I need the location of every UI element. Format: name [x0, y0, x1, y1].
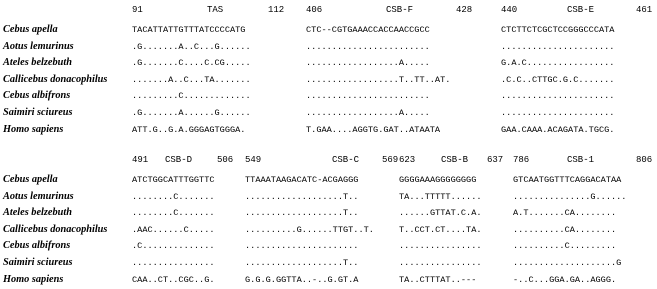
position-number: 549 — [245, 155, 262, 165]
sequence-segment: ........................ — [306, 91, 430, 102]
position-number: 786 — [513, 155, 530, 165]
sequence-segment: ...................... — [501, 41, 615, 52]
species-name: Callicebus donacophilus — [3, 73, 108, 85]
sequence-segment: ...................T.. — [245, 208, 359, 219]
species-name: Ateles belzebuth — [3, 207, 72, 219]
region-label: CSB-F — [386, 5, 414, 15]
sequence-segment: CTC--CGTGAAACCACCAACCGCC — [306, 25, 430, 35]
sequence-segment: ........................ — [306, 41, 430, 52]
species-row — [0, 40, 657, 56]
species-name: Saimiri sciureus — [3, 257, 73, 268]
sequence-segment: ATCTGGCATTTGGTTC — [132, 175, 215, 185]
sequence-segment: ATT.G..G.A.GGGAGTGGGA. — [132, 124, 246, 135]
species-row — [0, 73, 657, 89]
sequence-segment: ...................T.. — [245, 258, 359, 268]
sequence-segment: GAA.CAAA.ACAGATA.TGCG. — [501, 124, 615, 135]
sequence-segment: ..................A..... — [306, 108, 430, 118]
sequence-segment: ...................... — [245, 241, 359, 252]
sequence-segment: G.G.G.GGTTA..-..G.GT.A — [245, 274, 359, 285]
species-row — [0, 173, 657, 189]
sequence-segment: ...................... — [501, 91, 615, 102]
position-number: 428 — [456, 5, 473, 15]
species-name: Homo sapiens — [3, 273, 64, 285]
sequence-segment: ........C....... — [132, 208, 215, 219]
sequence-segment: ..........C......... — [513, 241, 617, 252]
species-name: Aotus lemurinus — [3, 40, 74, 52]
species-row — [0, 89, 657, 105]
species-row — [0, 239, 657, 255]
position-header-row — [0, 153, 657, 169]
sequence-segment: ..................T..TT..AT. — [306, 74, 451, 85]
sequence-segment: CTCTTCTCGCTCCGGGCCCATA — [501, 25, 615, 35]
region-label: TAS — [207, 5, 224, 15]
region-label: CSB-B — [441, 155, 469, 165]
sequence-segment: .G.......A......G...... — [132, 108, 251, 118]
sequence-segment: TA...TTTTT...... — [399, 191, 482, 202]
sequence-segment: .......A..C...TA....... — [132, 74, 251, 85]
sequence-segment: ...................... — [501, 108, 615, 118]
species-name: Aotus lemurinus — [3, 190, 74, 202]
sequence-segment: .AAC......C..... — [132, 224, 215, 235]
species-row — [0, 123, 657, 139]
sequence-segment: ..........G......TTGT..T. — [245, 224, 374, 235]
sequence-segment: ..................A..... — [306, 58, 430, 69]
species-name: Cebus apella — [3, 24, 58, 35]
species-name: Cebus apella — [3, 174, 58, 185]
species-row — [0, 223, 657, 239]
sequence-segment: .C.............. — [132, 241, 215, 252]
sequence-segment: .G.......A..C...G...... — [132, 41, 251, 52]
sequence-segment: ........C....... — [132, 191, 215, 202]
species-row — [0, 256, 657, 272]
region-label: CSB-D — [165, 155, 193, 165]
sequence-segment: CAA..CT..CGC..G. — [132, 274, 215, 285]
species-name: Callicebus donacophilus — [3, 223, 108, 235]
region-label: CSB-E — [567, 5, 595, 15]
species-name: Homo sapiens — [3, 123, 64, 135]
sequence-segment: ................ — [399, 258, 482, 268]
sequence-segment: ...............G...... — [513, 191, 627, 202]
sequence-segment: ......GTTAT.C.A. — [399, 208, 482, 219]
sequence-segment: .C.C..CTTGC.G.C....... — [501, 74, 615, 85]
position-number: 623 — [399, 155, 416, 165]
sequence-segment: A.T.......CA........ — [513, 208, 617, 219]
sequence-segment: TACATTATTGTTTATCCCCATG — [132, 25, 246, 35]
position-number: 91 — [132, 5, 143, 15]
position-number: 440 — [501, 5, 518, 15]
position-header-row — [0, 3, 657, 19]
sequence-segment: G.A.C................. — [501, 58, 615, 69]
sequence-segment: GTCAATGGTTTCAGGACATAA — [513, 175, 622, 185]
species-name: Cebus albifrons — [3, 90, 71, 102]
position-number: 491 — [132, 155, 149, 165]
species-row — [0, 106, 657, 122]
species-row — [0, 190, 657, 206]
sequence-segment: TA..CTTTAT..--- — [399, 274, 477, 285]
species-row — [0, 56, 657, 72]
sequence-segment: .G.......C....C.CG..... — [132, 58, 251, 69]
sequence-segment: ....................G — [513, 258, 622, 268]
sequence-segment: GGGGAAAGGGGGGGG — [399, 175, 477, 185]
position-number: 637 — [487, 155, 504, 165]
sequence-segment: -..C...GGA.GA..AGGG. — [513, 274, 617, 285]
sequence-segment: ................ — [132, 258, 215, 268]
position-number: 506 — [217, 155, 234, 165]
sequence-segment: ...................T.. — [245, 191, 359, 202]
position-number: 461 — [636, 5, 653, 15]
position-number: 112 — [268, 5, 285, 15]
species-name: Saimiri sciureus — [3, 107, 73, 118]
species-row — [0, 273, 657, 289]
sequence-segment: T.GAA....AGGTG.GAT..ATAATA — [306, 124, 441, 135]
position-number: 569 — [382, 155, 399, 165]
species-row — [0, 206, 657, 222]
species-name: Ateles belzebuth — [3, 57, 72, 69]
region-label: CSB-1 — [567, 155, 595, 165]
sequence-segment: ................ — [399, 241, 482, 252]
sequence-segment: TTAAATAAGACATC-ACGAGGG — [245, 175, 359, 185]
sequence-segment: T..CCT.CT....TA. — [399, 224, 482, 235]
position-number: 406 — [306, 5, 323, 15]
species-name: Cebus albifrons — [3, 240, 71, 252]
sequence-segment: ..........CA........ — [513, 224, 617, 235]
position-number: 806 — [636, 155, 653, 165]
species-row — [0, 23, 657, 39]
region-label: CSB-C — [332, 155, 360, 165]
sequence-segment: .........C............. — [132, 91, 251, 102]
